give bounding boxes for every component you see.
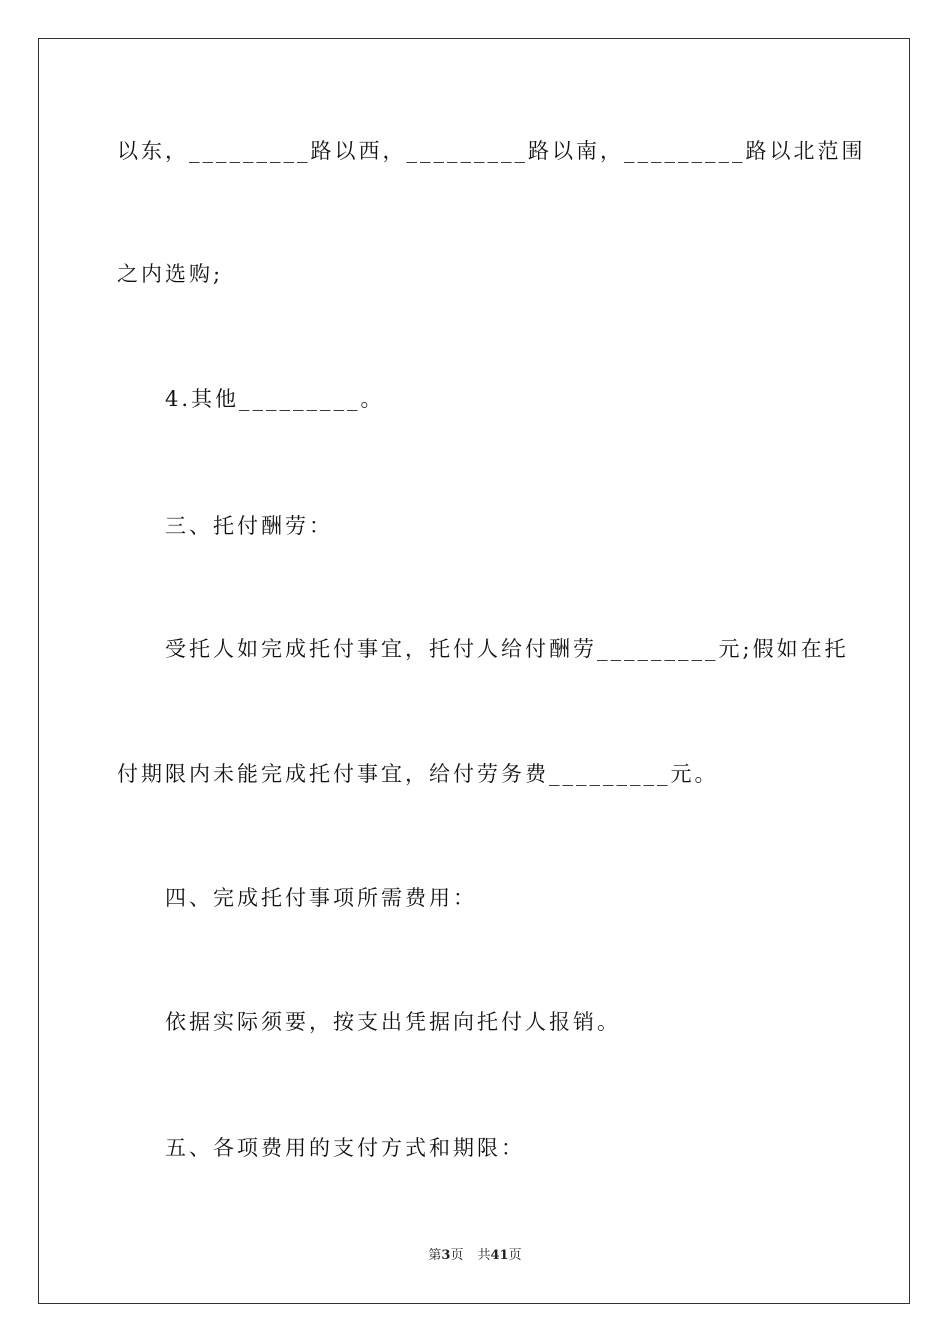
page-border [38,38,910,1304]
total-pages: 41 [490,1248,509,1263]
page-footer [0,1246,950,1266]
item-4-other: 4.其他_________。 [165,387,385,411]
page-suffix: 页 [450,1248,464,1263]
total-suffix: 页 [508,1248,522,1263]
section-4-heading: 四、完成托付事项所需费用： [165,886,477,910]
text-line-1: 以东，_________路以西，_________路以南，_________路以北范围 [117,139,866,163]
section-3-heading: 三、托付酬劳： [165,514,333,538]
remuneration-line-1: 受托人如完成托付事宜，托付人给付酬劳_________元;假如在托 [165,637,849,661]
total-prefix: 共 [477,1248,491,1263]
page-prefix: 第 [428,1248,442,1263]
page-number: 3 [441,1248,451,1263]
text-line-2: 之内选购; [117,262,224,286]
expenses-line: 依据实际须要，按支出凭据向托付人报销。 [165,1010,621,1034]
remuneration-line-2: 付期限内未能完成托付事宜，给付劳务费_________元。 [117,762,719,786]
section-5-heading: 五、各项费用的支付方式和期限： [165,1136,525,1160]
